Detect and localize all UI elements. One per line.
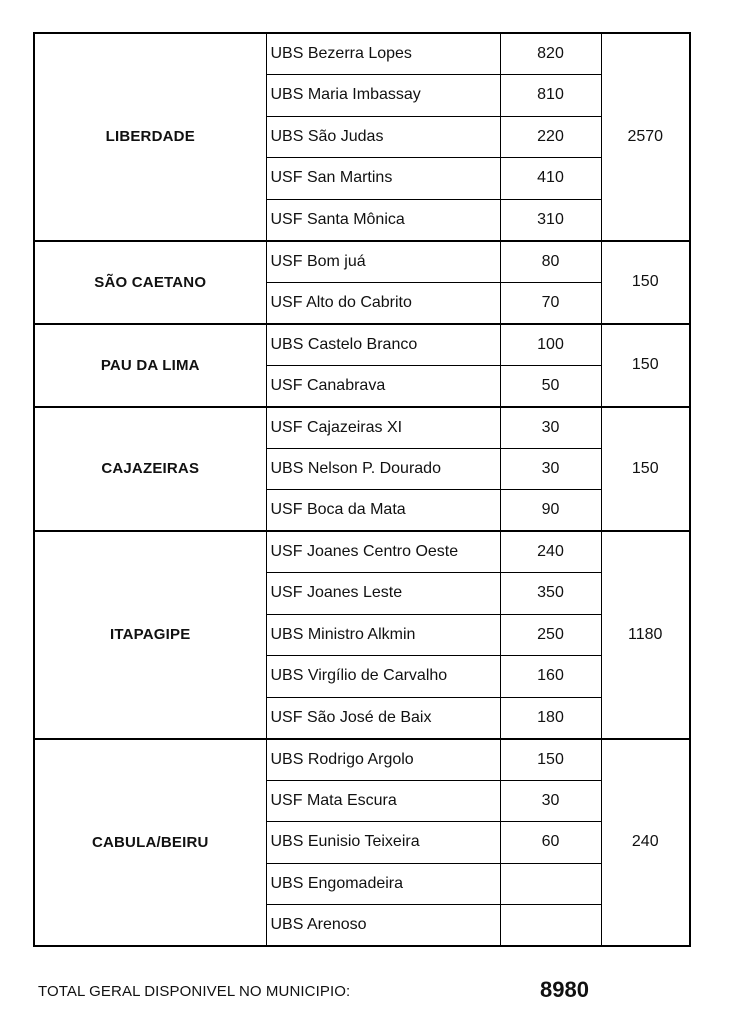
table-body <box>34 33 690 946</box>
distribution-table <box>33 32 691 947</box>
health-unit-name: USF Joanes Leste <box>266 573 500 615</box>
table-row <box>34 324 690 366</box>
health-unit-name: USF Mata Escura <box>266 780 500 822</box>
table-row <box>34 33 690 75</box>
health-unit-name: USF Alto do Cabrito <box>266 282 500 324</box>
health-unit-name: UBS São Judas <box>266 116 500 158</box>
health-unit-name: UBS Castelo Branco <box>266 324 500 366</box>
district-name: SÃO CAETANO <box>34 241 266 324</box>
unit-quantity: 240 <box>500 531 601 573</box>
health-unit-name: UBS Virgílio de Carvalho <box>266 656 500 698</box>
district-total: 2570 <box>601 33 690 241</box>
health-unit-name: USF São José de Baix <box>266 697 500 739</box>
health-unit-name: USF Santa Mônica <box>266 199 500 241</box>
district-name: PAU DA LIMA <box>34 324 266 407</box>
grand-total-value: 8980 <box>540 977 589 1002</box>
unit-quantity: 30 <box>500 780 601 822</box>
unit-quantity: 410 <box>500 158 601 200</box>
unit-quantity: 350 <box>500 573 601 615</box>
district-total: 240 <box>601 739 690 947</box>
table-row <box>34 739 690 781</box>
table-row <box>34 407 690 449</box>
unit-quantity: 30 <box>500 448 601 490</box>
district-name: ITAPAGIPE <box>34 531 266 739</box>
unit-quantity: 30 <box>500 407 601 449</box>
health-unit-name: USF Cajazeiras XI <box>266 407 500 449</box>
unit-quantity: 100 <box>500 324 601 366</box>
unit-quantity: 310 <box>500 199 601 241</box>
unit-quantity <box>500 863 601 905</box>
district-total: 1180 <box>601 531 690 739</box>
unit-quantity: 60 <box>500 822 601 864</box>
health-unit-name: UBS Eunisio Teixeira <box>266 822 500 864</box>
table-row <box>34 531 690 573</box>
health-unit-name: UBS Nelson P. Dourado <box>266 448 500 490</box>
unit-quantity: 810 <box>500 75 601 117</box>
unit-quantity: 50 <box>500 365 601 407</box>
unit-quantity <box>500 905 601 947</box>
unit-quantity: 90 <box>500 490 601 532</box>
table-row <box>34 241 690 283</box>
health-unit-name: UBS Maria Imbassay <box>266 75 500 117</box>
health-unit-name: USF San Martins <box>266 158 500 200</box>
health-unit-name: UBS Engomadeira <box>266 863 500 905</box>
health-unit-name: UBS Bezerra Lopes <box>266 33 500 75</box>
district-name: LIBERDADE <box>34 33 266 241</box>
health-unit-name: USF Boca da Mata <box>266 490 500 532</box>
district-name: CAJAZEIRAS <box>34 407 266 532</box>
unit-quantity: 150 <box>500 739 601 781</box>
grand-total-label: TOTAL GERAL DISPONIVEL NO MUNICIPIO: <box>38 983 351 1000</box>
health-unit-name: USF Bom juá <box>266 241 500 283</box>
health-unit-name: USF Joanes Centro Oeste <box>266 531 500 573</box>
health-unit-name: UBS Arenoso <box>266 905 500 947</box>
unit-quantity: 220 <box>500 116 601 158</box>
district-total: 150 <box>601 241 690 324</box>
unit-quantity: 160 <box>500 656 601 698</box>
unit-quantity: 250 <box>500 614 601 656</box>
health-unit-name: UBS Rodrigo Argolo <box>266 739 500 781</box>
unit-quantity: 820 <box>500 33 601 75</box>
health-unit-name: UBS Ministro Alkmin <box>266 614 500 656</box>
district-total: 150 <box>601 324 690 407</box>
unit-quantity: 80 <box>500 241 601 283</box>
unit-quantity: 180 <box>500 697 601 739</box>
unit-quantity: 70 <box>500 282 601 324</box>
district-total: 150 <box>601 407 690 532</box>
health-unit-name: USF Canabrava <box>266 365 500 407</box>
district-name: CABULA/BEIRU <box>34 739 266 947</box>
